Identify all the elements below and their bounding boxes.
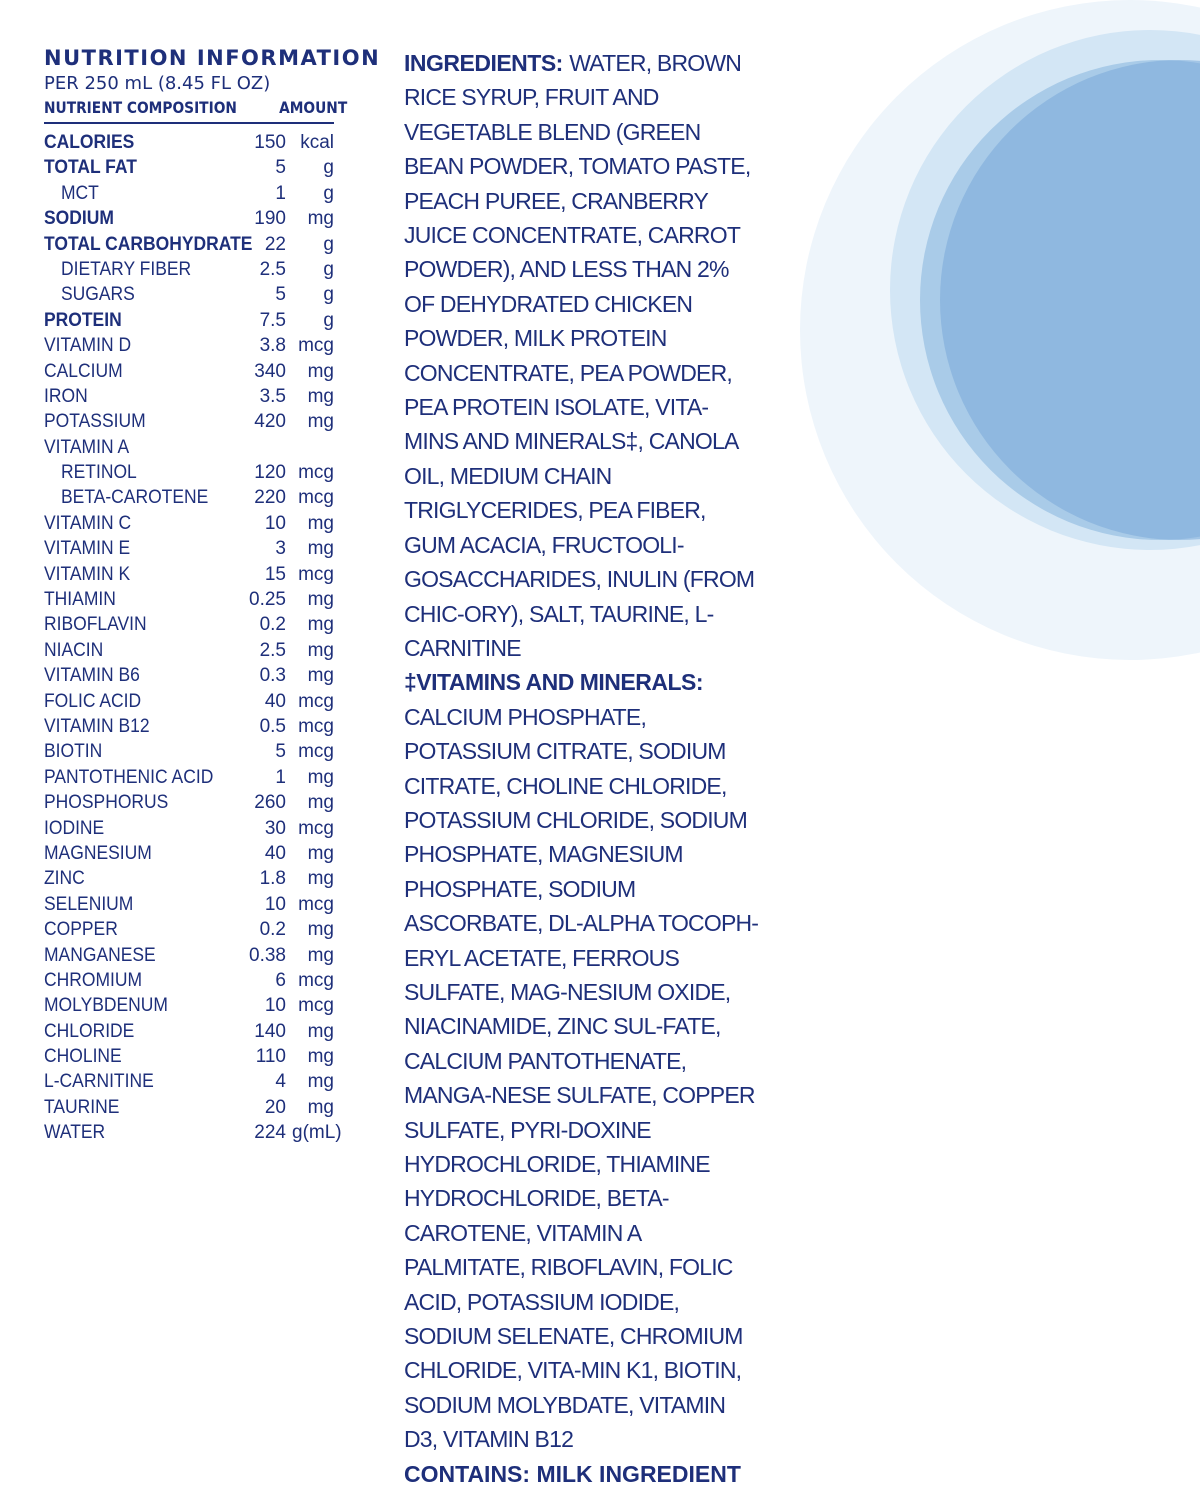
nutrient-name: VITAMIN K bbox=[44, 563, 131, 585]
serving-size: PER 250 mL (8.45 FL OZ) bbox=[44, 73, 271, 94]
nutrient-row bbox=[44, 689, 334, 714]
nutrient-row bbox=[44, 359, 334, 384]
nutrient-amount: 5 bbox=[275, 284, 286, 306]
nutrient-amount: 150 bbox=[254, 132, 286, 153]
nutrient-name: SELENIUM bbox=[44, 893, 134, 915]
nutrient-row bbox=[44, 638, 334, 663]
nutrient-name: CALORIES bbox=[44, 132, 135, 153]
nutrient-amount: 110 bbox=[255, 1046, 286, 1068]
ingredients-text: WATER, BROWN RICE SYRUP, FRUIT AND VEGETABLE BLEND (GREEN BEAN POWDER, TOMATO PASTE, PEACH PUREE, CRANBERRY JUICE CONCENTRATE, CARROT POWDER), AND LESS THAN 2% OF DEHYDRATED CHICKEN POWDER, MILK PROTEIN CONCENTRATE, PEA POWDER, PEA PROTEIN ISOLATE, VITA-MINS AND MINERALS‡, CANOLA OIL, MEDIUM CHAIN TRIGLYCERIDES, PEA FIBER, GUM ACACIA, FRUCTOOLI-GOSACCHARIDES, INULIN (FROM CHIC-ORY), SALT, TAURINE, L-CARNITINE bbox=[404, 50, 755, 661]
nutrient-unit: mg bbox=[307, 1020, 334, 1042]
nutrient-amount: 40 bbox=[264, 842, 286, 864]
nutrient-row bbox=[44, 511, 334, 536]
nutrient-row bbox=[44, 435, 334, 460]
nutrient-unit: mg bbox=[307, 944, 334, 966]
nutrient-unit: mcg bbox=[298, 969, 334, 991]
nutrient-name: L-CARNITINE bbox=[44, 1071, 154, 1093]
nutrient-amount: 0.2 bbox=[259, 614, 286, 636]
nutrient-amount: 190 bbox=[254, 208, 286, 230]
nutrient-row bbox=[44, 866, 334, 891]
nutrient-name: MAGNESIUM bbox=[44, 842, 152, 864]
nutrient-unit: g bbox=[323, 182, 334, 204]
nutrient-amount: 220 bbox=[254, 487, 286, 509]
nutrient-row bbox=[44, 536, 334, 561]
nutrient-row bbox=[44, 257, 334, 282]
nutrient-unit: mg bbox=[307, 842, 334, 864]
nutrient-unit: g bbox=[323, 309, 334, 331]
nutrient-name: SODIUM bbox=[44, 208, 114, 230]
nutrient-row bbox=[44, 968, 334, 993]
nutrient-name: NIACIN bbox=[44, 639, 104, 661]
nutrient-unit: mg bbox=[307, 360, 334, 382]
nutrient-name: RETINOL bbox=[61, 462, 137, 484]
nutrition-table-header bbox=[44, 96, 348, 124]
nutrient-unit: mcg bbox=[298, 563, 334, 585]
nutrient-name: COPPER bbox=[44, 919, 118, 941]
nutrient-unit: mcg bbox=[298, 995, 334, 1017]
nutrient-name: FOLIC ACID bbox=[44, 690, 142, 712]
nutrient-unit: g bbox=[323, 258, 334, 280]
nutrient-amount: 15 bbox=[264, 563, 286, 585]
nutrient-name: IODINE bbox=[44, 817, 105, 839]
nutrient-row bbox=[44, 384, 334, 409]
nutrient-name: VITAMIN B6 bbox=[44, 665, 140, 687]
nutrient-name: VITAMIN E bbox=[44, 538, 131, 560]
nutrient-name: CHLORIDE bbox=[44, 1020, 135, 1042]
nutrient-row bbox=[44, 739, 334, 764]
nutrient-name: TAURINE bbox=[44, 1096, 120, 1118]
nutrient-name: TOTAL CARBOHYDRATE bbox=[44, 233, 253, 255]
nutrient-amount: 3 bbox=[275, 538, 286, 560]
nutrient-unit: mcg bbox=[298, 741, 334, 763]
nutrient-unit: mcg bbox=[298, 335, 334, 357]
nutrient-name: BETA-CAROTENE bbox=[61, 487, 209, 509]
nutrient-row bbox=[44, 993, 334, 1018]
nutrient-row bbox=[44, 612, 334, 637]
nutrient-row bbox=[44, 1069, 334, 1094]
nutrient-row bbox=[44, 181, 334, 206]
nutrient-unit: mg bbox=[307, 766, 334, 788]
nutrient-amount: 3.8 bbox=[259, 335, 286, 357]
nutrient-row bbox=[44, 1095, 334, 1120]
nutrient-name: PANTOTHENIC ACID bbox=[44, 766, 214, 788]
nutrient-unit: mg bbox=[307, 665, 334, 687]
nutrient-unit: mcg bbox=[298, 817, 334, 839]
nutrient-row bbox=[44, 892, 334, 917]
nutrient-unit: mg bbox=[307, 538, 334, 560]
nutrient-name: ZINC bbox=[44, 868, 85, 890]
nutrient-name: MCT bbox=[61, 182, 99, 204]
nutrient-amount: 420 bbox=[254, 411, 286, 433]
nutrient-unit: mcg bbox=[298, 690, 334, 712]
nutrient-amount: 0.2 bbox=[259, 919, 286, 941]
nutrient-name: POTASSIUM bbox=[44, 411, 146, 433]
nutrient-amount: 1 bbox=[275, 766, 286, 788]
nutrient-amount: 6 bbox=[275, 969, 286, 991]
nutrient-row bbox=[44, 714, 334, 739]
nutrient-row bbox=[44, 841, 334, 866]
vitamins-minerals-text: CALCIUM PHOSPHATE, POTASSIUM CITRATE, SODIUM CITRATE, CHOLINE CHLORIDE, POTASSIUM CHLORIDE, SODIUM PHOSPHATE, MAGNESIUM PHOSPHATE, SODIUM ASCORBATE, DL-ALPHA TOCOPH-ERYL ACETATE, FERROUS SULFATE, MAG-NESIUM OXIDE, NIACINAMIDE, ZINC SUL-FATE, CALCIUM PANTOTHENATE, MANGA-NESE SULFATE, COPPER SULFATE, PYRI-DOXINE HYDROCHLORIDE, THIAMINE HYDROCHLORIDE, BETA-CAROTENE, VITAMIN A PALMITATE, RIBOFLAVIN, FOLIC ACID, POTASSIUM IODIDE, SODIUM SELENATE, CHROMIUM CHLORIDE, VITA-MIN K1, BIOTIN, SODIUM MOLYBDATE, VITAMIN D3, VITAMIN B12 bbox=[404, 703, 759, 1453]
nutrient-name: BIOTIN bbox=[44, 741, 103, 763]
nutrient-row bbox=[44, 155, 334, 180]
nutrient-amount: 40 bbox=[264, 690, 286, 712]
ingredients-paragraph bbox=[404, 46, 760, 665]
nutrient-name: IRON bbox=[44, 385, 88, 407]
nutrient-name: DIETARY FIBER bbox=[61, 258, 192, 280]
column-header-amount: AMOUNT bbox=[279, 98, 348, 117]
nutrient-unit: mcg bbox=[298, 487, 334, 509]
nutrient-row bbox=[44, 1044, 334, 1069]
nutrient-name: VITAMIN C bbox=[44, 512, 132, 534]
nutrient-amount: 224 bbox=[254, 1122, 286, 1144]
nutrient-unit: mg bbox=[307, 868, 334, 890]
nutrient-unit: mcg bbox=[298, 715, 334, 737]
vitamins-minerals-paragraph bbox=[404, 665, 760, 1456]
nutrient-name: THIAMIN bbox=[44, 589, 116, 611]
nutrient-name: MOLYBDENUM bbox=[44, 995, 168, 1017]
nutrient-unit: g bbox=[323, 157, 334, 179]
nutrient-amount: 4 bbox=[275, 1071, 286, 1093]
nutrient-row bbox=[44, 943, 334, 968]
nutrient-unit: mcg bbox=[298, 462, 334, 484]
nutrient-amount: 10 bbox=[264, 995, 286, 1017]
nutrient-amount: 120 bbox=[254, 462, 286, 484]
nutrient-name: PHOSPHORUS bbox=[44, 792, 169, 814]
nutrient-row bbox=[44, 282, 334, 307]
nutrient-amount: 260 bbox=[254, 792, 286, 814]
nutrient-amount: 10 bbox=[264, 893, 286, 915]
vitamins-minerals-label: ‡VITAMINS AND MINERALS: bbox=[404, 669, 703, 696]
nutrient-unit: mcg bbox=[298, 893, 334, 915]
nutrient-unit: mg bbox=[307, 639, 334, 661]
nutrient-row bbox=[44, 130, 334, 155]
nutrient-unit: mg bbox=[307, 1046, 334, 1068]
nutrient-unit: mg bbox=[307, 1096, 334, 1118]
nutrition-title: NUTRITION INFORMATION bbox=[44, 46, 381, 70]
column-header-nutrient: NUTRIENT COMPOSITION bbox=[44, 98, 237, 117]
nutrient-unit: mg bbox=[307, 411, 334, 433]
nutrient-unit: kcal bbox=[300, 132, 334, 153]
nutrient-name: RIBOFLAVIN bbox=[44, 614, 147, 636]
nutrient-unit: mg bbox=[307, 512, 334, 534]
nutrient-amount: 10 bbox=[264, 512, 286, 534]
nutrient-unit: mg bbox=[307, 1071, 334, 1093]
nutrient-amount: 140 bbox=[254, 1020, 286, 1042]
nutrient-amount: 22 bbox=[264, 233, 286, 255]
nutrient-name: TOTAL FAT bbox=[44, 157, 137, 179]
nutrient-amount: 0.3 bbox=[259, 665, 286, 687]
nutrient-row bbox=[44, 587, 334, 612]
nutrient-name: MANGANESE bbox=[44, 944, 156, 966]
nutrient-row bbox=[44, 206, 334, 231]
nutrient-unit: g(mL) bbox=[292, 1122, 342, 1144]
nutrient-unit: mg bbox=[307, 589, 334, 611]
nutrient-row bbox=[44, 562, 334, 587]
nutrient-unit: mg bbox=[307, 208, 334, 230]
nutrient-row bbox=[44, 663, 334, 688]
nutrient-row bbox=[44, 409, 334, 434]
nutrient-unit: g bbox=[323, 284, 334, 306]
nutrient-amount: 1.8 bbox=[259, 868, 286, 890]
nutrient-unit: mg bbox=[307, 792, 334, 814]
nutrient-amount: 340 bbox=[254, 360, 286, 382]
nutrient-row bbox=[44, 765, 334, 790]
nutrition-panel bbox=[44, 44, 381, 1146]
nutrient-amount: 3.5 bbox=[259, 385, 286, 407]
nutrient-amount: 0.38 bbox=[249, 944, 286, 966]
nutrient-amount: 2.5 bbox=[259, 639, 286, 661]
nutrient-unit: g bbox=[323, 233, 334, 255]
nutrient-unit: mg bbox=[307, 385, 334, 407]
nutrient-name: VITAMIN D bbox=[44, 335, 132, 357]
ingredients-label: INGREDIENTS: bbox=[404, 50, 563, 76]
nutrient-row bbox=[44, 1120, 342, 1145]
nutrient-row bbox=[44, 917, 334, 942]
nutrient-amount: 5 bbox=[275, 157, 286, 179]
allergen-statement: CONTAINS: MILK INGREDIENT bbox=[404, 1460, 741, 1487]
nutrient-name: CHROMIUM bbox=[44, 969, 143, 991]
nutrient-amount: 30 bbox=[264, 817, 286, 839]
nutrition-rows bbox=[44, 130, 342, 1146]
nutrient-unit: mg bbox=[307, 919, 334, 941]
nutrient-row bbox=[44, 1019, 334, 1044]
nutrient-amount: 1 bbox=[275, 182, 286, 204]
nutrient-amount: 2.5 bbox=[259, 258, 286, 280]
nutrient-name: VITAMIN A bbox=[44, 436, 130, 458]
nutrient-name: CALCIUM bbox=[44, 360, 123, 382]
nutrient-row bbox=[44, 460, 334, 485]
nutrient-row bbox=[44, 816, 334, 841]
nutrient-row bbox=[44, 232, 334, 257]
nutrient-amount: 7.5 bbox=[259, 309, 286, 331]
nutrient-name: WATER bbox=[44, 1122, 106, 1144]
nutrient-name: SUGARS bbox=[61, 284, 135, 306]
nutrient-row bbox=[44, 333, 334, 358]
nutrient-unit: mg bbox=[307, 614, 334, 636]
nutrient-amount: 0.25 bbox=[249, 589, 286, 611]
ingredients-panel bbox=[404, 46, 760, 1491]
nutrient-amount: 0.5 bbox=[259, 715, 286, 737]
nutrient-name: CHOLINE bbox=[44, 1046, 122, 1068]
nutrient-row bbox=[44, 485, 334, 510]
nutrient-name: PROTEIN bbox=[44, 309, 122, 331]
nutrient-amount: 20 bbox=[264, 1096, 286, 1118]
nutrient-name: VITAMIN B12 bbox=[44, 715, 150, 737]
nutrient-row bbox=[44, 790, 334, 815]
nutrient-row bbox=[44, 308, 334, 333]
nutrient-amount: 5 bbox=[275, 741, 286, 763]
